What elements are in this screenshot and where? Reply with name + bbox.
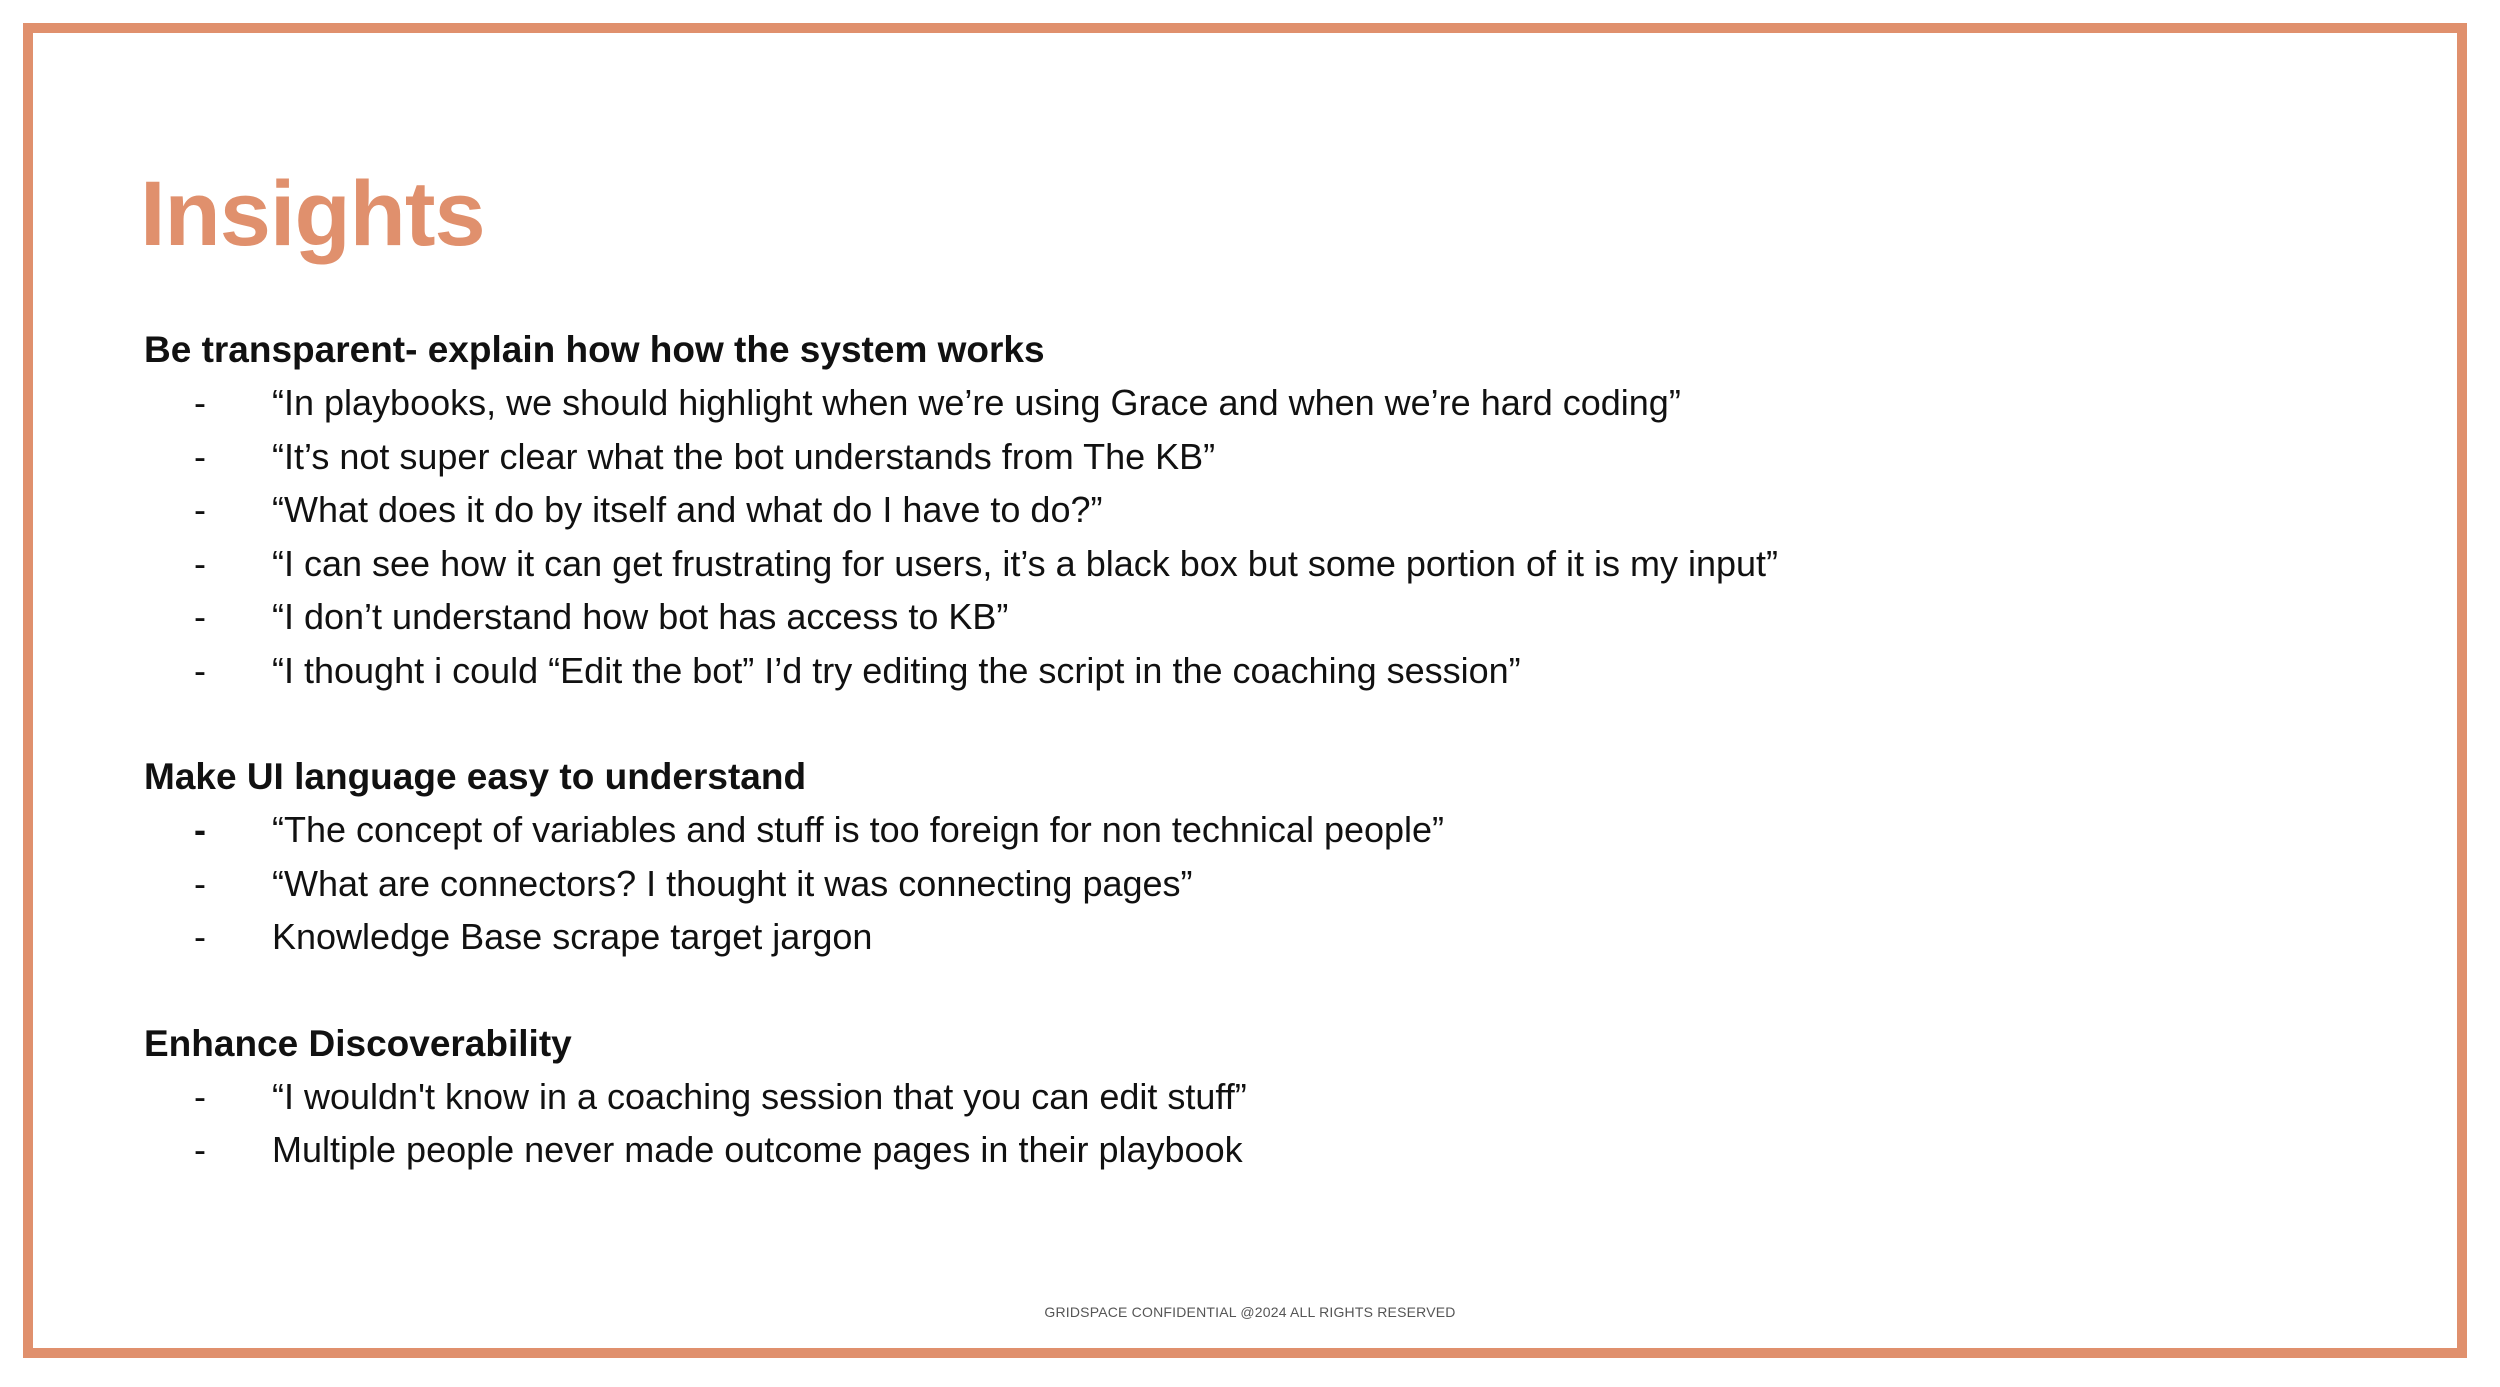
dash-bullet: - bbox=[194, 435, 206, 477]
bullet-list bbox=[144, 376, 2344, 697]
bullet-item bbox=[144, 1070, 2344, 1124]
bullet-item bbox=[144, 910, 2344, 964]
bullet-item bbox=[144, 430, 2344, 484]
bullet-text: “What does it do by itself and what do I have to do?” bbox=[272, 489, 1103, 530]
bullet-item bbox=[144, 537, 2344, 591]
dash-bullet: - bbox=[194, 1075, 206, 1117]
dash-bullet: - bbox=[194, 649, 206, 691]
dash-bullet: - bbox=[194, 809, 206, 850]
bullet-text: “I thought i could “Edit the bot” I’d try editing the script in the coaching session” bbox=[272, 649, 1521, 691]
section-heading: Be transparent- explain how how the system works bbox=[144, 329, 1045, 370]
insight-section-transparency bbox=[144, 323, 2344, 697]
bullet-item bbox=[144, 590, 2344, 644]
dash-bullet: - bbox=[194, 542, 206, 584]
bullet-text: Knowledge Base scrape target jargon bbox=[272, 916, 873, 957]
slide-content bbox=[144, 323, 2344, 1177]
bullet-text: Multiple people never made outcome pages in their playbook bbox=[272, 1129, 1243, 1170]
dash-bullet: - bbox=[194, 1129, 206, 1170]
bullet-list bbox=[144, 803, 2344, 964]
bullet-text: “In playbooks, we should highlight when we’re using Grace and when we’re hard coding” bbox=[272, 382, 1681, 423]
bullet-item bbox=[144, 803, 2344, 857]
dash-bullet: - bbox=[194, 596, 206, 637]
bullet-item bbox=[144, 376, 2344, 430]
section-heading: Make UI language easy to understand bbox=[144, 756, 807, 797]
bullet-item bbox=[144, 644, 2344, 698]
bullet-text: “It’s not super clear what the bot understands from The KB” bbox=[272, 435, 1216, 477]
bullet-item bbox=[144, 1123, 2344, 1177]
bullet-item bbox=[144, 483, 2344, 537]
bullet-text: “I wouldn't know in a coaching session that you can edit stuff” bbox=[272, 1075, 1247, 1117]
dash-bullet: - bbox=[194, 489, 206, 530]
bullet-text: “The concept of variables and stuff is too foreign for non technical people” bbox=[272, 809, 1445, 850]
bullet-item bbox=[144, 857, 2344, 911]
dash-bullet: - bbox=[194, 916, 206, 957]
dash-bullet: - bbox=[194, 382, 206, 423]
insight-section-ui-language bbox=[144, 750, 2344, 964]
bullet-list bbox=[144, 1070, 2344, 1177]
dash-bullet: - bbox=[194, 862, 206, 904]
bullet-text: “I can see how it can get frustrating for users, it’s a black box but some portion of it is my input” bbox=[272, 542, 1779, 584]
slide-title: Insights bbox=[140, 163, 485, 265]
confidential-footer: GRIDSPACE CONFIDENTIAL @2024 ALL RIGHTS RESERVED bbox=[1044, 1304, 1456, 1320]
insight-section-discoverability bbox=[144, 1017, 2344, 1177]
bullet-text: “I don’t understand how bot has access to KB” bbox=[272, 596, 1009, 637]
bullet-text: “What are connectors? I thought it was connecting pages” bbox=[272, 862, 1193, 904]
section-heading: Enhance Discoverability bbox=[144, 1022, 572, 1064]
